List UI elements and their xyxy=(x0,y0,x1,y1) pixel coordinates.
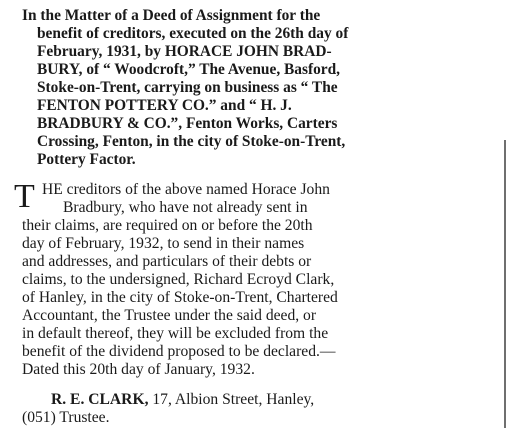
heading-line: Stoke-on-Trent, carrying on business as “ The xyxy=(37,79,338,96)
body-line: Bradbury, who have not already sent in xyxy=(63,199,308,216)
column-rule xyxy=(504,140,506,428)
heading-line: In the Matter of a Deed of Assignment for the xyxy=(22,7,321,24)
heading-line: FENTON POTTERY CO.” and “ H. J. xyxy=(37,97,292,114)
body-line: HE creditors of the above named Horace John xyxy=(42,181,330,198)
drop-cap: T xyxy=(14,178,35,215)
heading-line: BRADBURY & CO.”, Fenton Works, Carters xyxy=(37,115,338,132)
body-line: and addresses, and particulars of their debts or xyxy=(22,253,312,270)
signature-line xyxy=(51,392,314,408)
notice-reference-number: (051) xyxy=(22,409,56,426)
body-line: Accountant, the Trustee under the said deed, or xyxy=(22,307,317,324)
body-line: claims, to the undersigned, Richard Ecroyd Clark, xyxy=(22,271,335,288)
signatory-name: R. E. CLARK, xyxy=(51,391,149,408)
signature-line xyxy=(22,410,110,426)
body-line: of Hanley, in the city of Stoke-on-Trent, Chartered xyxy=(22,289,338,306)
body-line: their claims, are required on or before the 20th xyxy=(22,217,313,234)
body-line: benefit of the dividend proposed to be declared.— xyxy=(22,343,336,360)
signatory-address: 17, Albion Street, Hanley, xyxy=(148,391,315,408)
heading-line: Pottery Factor. xyxy=(37,151,136,168)
heading-line: February, 1931, by HORACE JOHN BRAD- xyxy=(37,43,332,60)
body-line: Dated this 20th day of January, 1932. xyxy=(22,361,255,378)
heading-line: benefit of creditors, executed on the 26th day of xyxy=(37,25,349,42)
signatory-role: Trustee. xyxy=(55,409,110,426)
body-line: in default thereof, they will be excluded from the xyxy=(22,325,329,342)
heading-line: BURY, of “ Woodcroft,” The Avenue, Basford, xyxy=(37,61,341,78)
heading-line: Crossing, Fenton, in the city of Stoke-on-Trent, xyxy=(37,133,346,150)
body-line: day of February, 1932, to send in their names xyxy=(22,235,305,252)
